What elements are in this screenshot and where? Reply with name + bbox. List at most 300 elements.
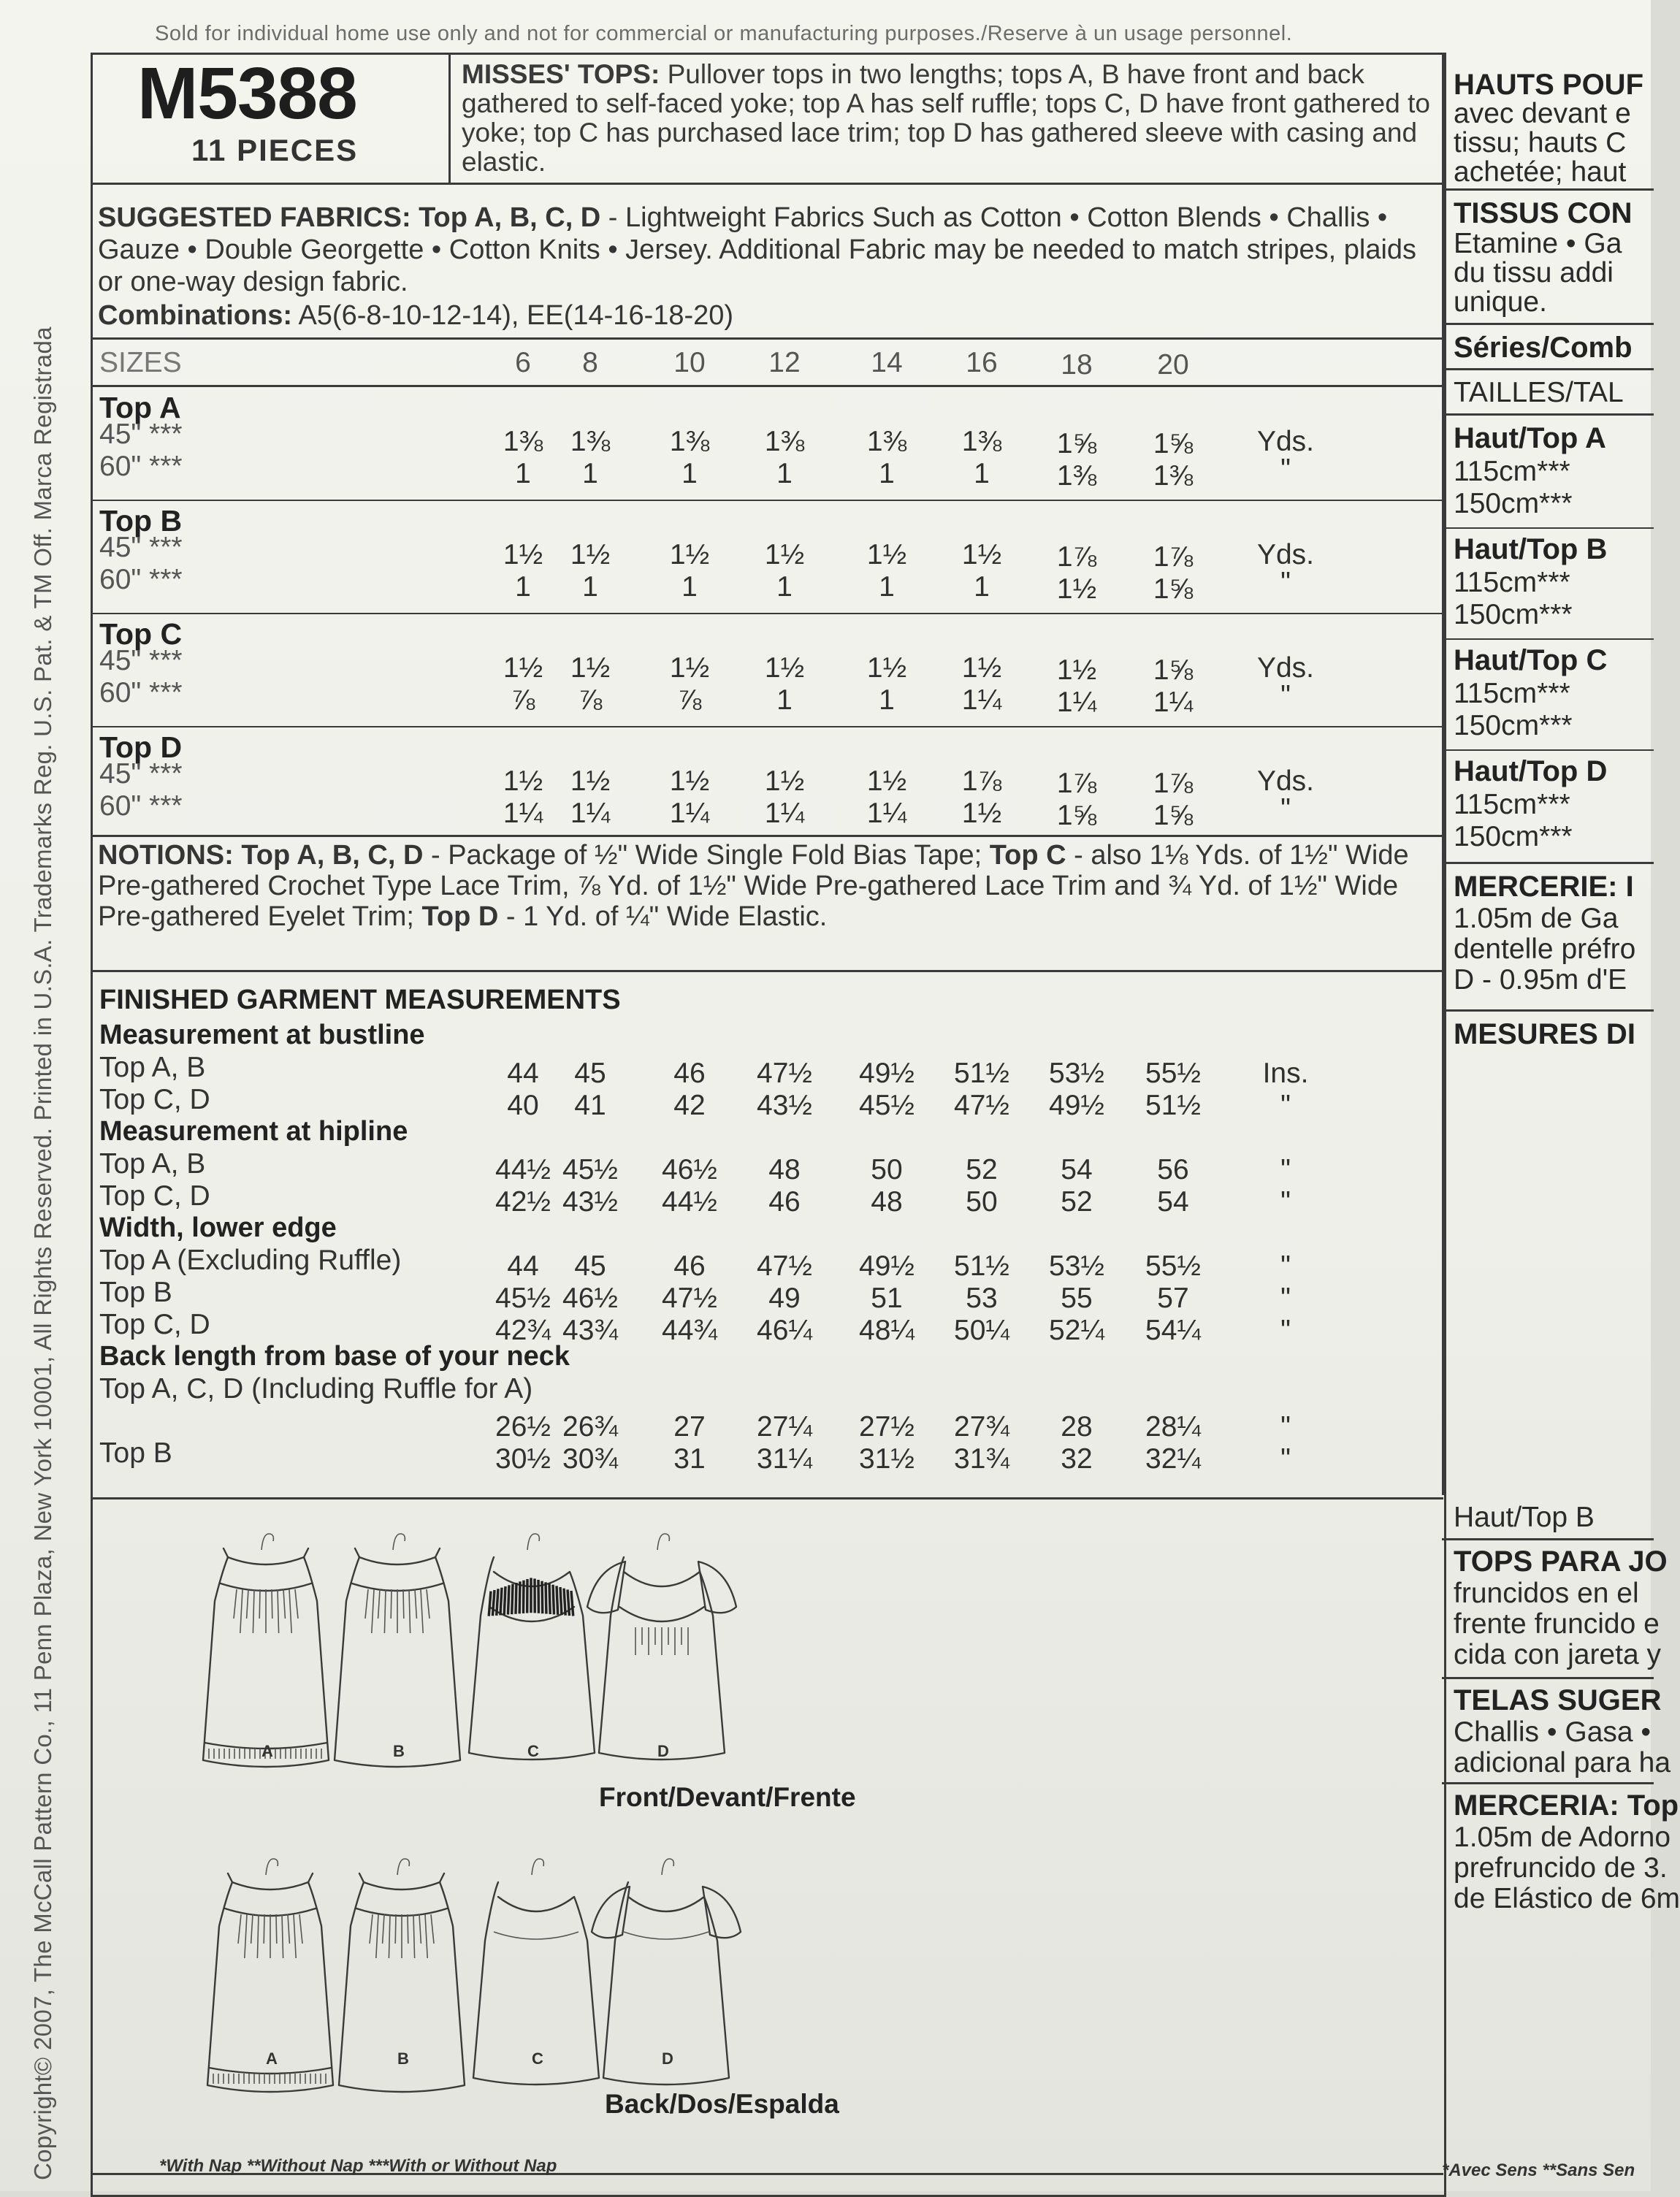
fr-width-115: 115cm*** [1454,567,1570,598]
fr-width-115: 115cm*** [1454,678,1570,709]
haut-top-b: Haut/Top B [1454,1502,1595,1533]
yardage-cell: 1¼ [570,798,611,829]
measurement-unit: " [1280,1411,1291,1443]
measurement-cell: 46½ [562,1283,618,1314]
hanger-hook [532,1859,543,1875]
yardage-cell: 1¼ [961,684,1002,716]
notions-elastic: - 1 Yd. of ¼" Wide Elastic. [498,901,828,932]
measurement-unit: " [1280,1250,1291,1282]
measurement-cell: 51½ [954,1250,1009,1282]
gathers [370,1914,434,1958]
measurement-cell: 31½ [859,1443,915,1475]
nap-footnote-fr: *Avec Sens **Sans Sen [1442,2160,1635,2180]
fr-top-name: Haut/Top A [1454,422,1606,454]
yardage-cell: 1⅞ [961,765,1002,797]
mercerie-line: dentelle préfro [1454,933,1636,965]
back-caption: Back/Dos/Espalda [605,2089,839,2119]
yardage-cell: 1½ [570,652,611,684]
measurement-cell: 42½ [495,1186,551,1218]
garment-illustrations [91,1497,1442,2155]
yardage-cell: 1¼ [1153,687,1194,718]
yardage-cell: 1 [681,458,698,489]
hauts-line: tissu; hauts C [1454,127,1627,158]
fr-top-name: Haut/Top C [1454,644,1608,676]
notions-rule [91,835,1443,837]
measurement-cell: 46 [768,1186,801,1218]
measurement-cell: 42¾ [495,1315,551,1346]
yardage-cell: 1½ [764,652,805,684]
measurement-unit: " [1280,1283,1291,1314]
garment-drawing-b-front [335,1534,460,1767]
yardage-cell: 1⅝ [1056,428,1097,459]
straps [355,1548,440,1557]
nap-footnote: *With Nap **Without Nap ***With or Without Nap [159,2156,557,2176]
notions-top-d: Top D [421,901,499,932]
fr-rule [1442,749,1654,751]
yardage-cell: ⅞ [511,684,535,716]
fr-rule [1442,862,1654,864]
hanger-hook [266,1859,278,1875]
fr-rule [1442,527,1654,529]
garment-drawing-a-front [203,1534,329,1767]
measurement-unit: " [1280,1443,1291,1475]
measurement-cell: 30½ [495,1443,551,1475]
measurement-cell: 27¼ [757,1411,812,1443]
notions-bias-tape: - Package of ½" Wide Single Fold Bias Tape; [423,840,990,871]
measurement-cell: 26¾ [562,1411,618,1443]
measurement-cell: 45 [574,1250,606,1282]
neck-yoke [494,1932,579,1939]
pattern-number: M5388 [137,53,357,134]
yardage-top-name: Top B [99,504,183,538]
yardage-cell: 1½ [866,765,907,797]
yardage-cell: 1⅜ [1153,460,1194,492]
yardage-cell: 1 [879,458,895,489]
measurement-row-label: Top C, D [99,1309,210,1340]
yardage-cell: 1½ [764,765,805,797]
measurement-row-label: Top B [99,1277,172,1308]
garment-outline [335,1557,460,1767]
tissus-line: du tissu addi [1454,257,1614,289]
merceria-title: MERCERIA: Top [1454,1789,1679,1822]
measurement-cell: 31¾ [954,1443,1009,1475]
tops-line: cida con jareta y [1454,1639,1661,1670]
front-letter-a: A [261,1742,273,1760]
yardage-cell: 1 [974,458,990,489]
yardage-cell: 1½ [503,652,543,684]
notions-lace-trim: - also 1⅛ Yds. of 1½" Wide Pre-gathered Crochet Type Lace Trim, ⅞ Yd. of 1½" Wide Pre-gathered Lace Trim and ¾ Yd. of 1½" Wide Pre-gathered Eyelet Trim; [98,840,1409,932]
fr-top-name: Haut/Top B [1454,533,1608,565]
yardage-width: 45" *** [99,419,183,450]
measurement-cell: 44 [507,1058,539,1089]
front-views [203,1534,736,1767]
measurement-cell: 32 [1061,1443,1093,1475]
fabrics-lead: SUGGESTED FABRICS: [98,202,411,233]
measurement-cell: 55½ [1145,1058,1201,1089]
hauts-title: HAUTS POUF [1454,69,1643,101]
measurement-row-label: Top A (Excluding Ruffle) [99,1245,402,1276]
yardage-rule [91,613,1443,614]
measurement-cell: 46 [673,1250,706,1282]
yardage-cell: 1½ [866,539,907,570]
usage-notice: Sold for individual home use only and not for commercial or manufacturing purposes./Reserve à un usage personnel. [155,22,1293,45]
measurement-cell: 27½ [859,1411,915,1443]
hanger-hook [657,1534,669,1550]
fabrics-tops: Top A, B, C, D [411,202,601,233]
telas-line: Challis • Gasa • [1454,1716,1652,1748]
fr-width-115: 115cm*** [1454,789,1570,820]
yardage-unit: Yds. [1256,652,1315,684]
fr-width-150: 150cm*** [1454,710,1573,741]
measurement-cell: 48¼ [859,1315,915,1346]
measurement-cell: 46¼ [757,1315,812,1346]
measurement-cell: 57 [1157,1283,1189,1314]
measurement-unit: " [1280,1186,1291,1218]
measurement-cell: 45½ [859,1090,915,1121]
yardage-cell: 1½ [669,539,710,570]
measurement-cell: 27 [673,1411,706,1443]
measurement-group-title: Measurement at bustline [99,1020,425,1050]
hanger-hook [393,1534,405,1550]
sleeve-right [703,1887,741,1938]
yardage-cell: 1½ [961,539,1002,570]
measurement-cell: 50¼ [954,1315,1009,1346]
fr-top-name: Haut/Top D [1454,755,1608,787]
notions-lead: NOTIONS: [98,840,234,871]
gathers [238,1914,302,1958]
measurement-cell: 44¾ [662,1315,717,1346]
yardage-unit: Yds. [1256,539,1315,570]
merceria-line: de Elástico de 6m [1454,1883,1680,1914]
yardage-cell: 1⅝ [1153,800,1194,831]
yardage-cell: 1⅝ [1153,428,1194,459]
fr-rule [1442,1009,1654,1012]
front-letter-c: C [527,1742,539,1760]
yardage-cell: 1 [776,458,793,489]
measurement-cell: 51½ [1145,1090,1201,1121]
notions [98,840,1440,932]
measurement-row-label: Top C, D [99,1180,210,1212]
yardage-cell: 1½ [1056,573,1097,605]
fr-rule [1442,323,1654,325]
measurement-cell: 54 [1157,1186,1189,1218]
measurement-cell: 43¾ [562,1315,618,1346]
measurement-cell: 54 [1061,1154,1093,1185]
yardage-cell: 1¼ [866,798,907,829]
fr-width-150: 150cm*** [1454,821,1573,852]
notions-all-tops: Top A, B, C, D [233,840,424,871]
measurement-cell: 44 [507,1250,539,1282]
yardage-cell: 1⅝ [1056,800,1097,831]
yardage-cell: 1½ [961,652,1002,684]
measurement-group-title: Back length from base of your neck [99,1341,570,1372]
measurement-cell: 32¼ [1145,1443,1201,1475]
measurement-cell: 41 [574,1090,606,1121]
size-6: 18 [1061,349,1093,381]
yardage-cell: 1½ [1056,654,1097,686]
suggested-fabrics [98,202,1440,298]
ruffle-gathers [213,2074,326,2084]
measurement-cell: 47½ [757,1250,812,1282]
measurement-cell: 44½ [495,1154,551,1185]
measurement-row-label: Top A, C, D (Including Ruffle for A) [99,1373,533,1405]
measurement-cell: 53½ [1049,1250,1104,1282]
measurement-cell: 49 [768,1283,801,1314]
yardage-cell: 1⅜ [866,426,907,457]
hauts-line: avec devant e [1454,98,1631,129]
yardage-cell: 1 [879,571,895,603]
combinations-label: Combinations: [98,300,292,331]
mesures-title: MESURES DI [1454,1018,1635,1050]
straps [359,1873,444,1882]
yardage-width: 60" *** [99,451,183,482]
measurement-cell: 46½ [662,1154,717,1185]
telas-title: TELAS SUGER [1454,1684,1662,1716]
yardage-cell: 1½ [866,652,907,684]
yardage-cell: 1⅜ [764,426,805,457]
measurement-cell: 56 [1157,1154,1189,1185]
sizes-rule-bottom [91,385,1443,387]
yardage-cell: 1¼ [503,798,543,829]
measurement-cell: 53½ [1049,1058,1104,1089]
measurement-group-title: Measurement at hipline [99,1116,408,1147]
yardage-unit: Yds. [1256,765,1315,797]
yardage-cell: 1 [515,458,531,489]
combinations-value: A5(6-8-10-12-14), EE(14-16-18-20) [291,300,734,331]
yardage-cell: 1 [681,571,698,603]
measurement-row-label: Top A, B [99,1148,206,1180]
size-4: 14 [871,347,903,378]
measurement-row-label: Top B [99,1437,172,1469]
description-text: Pullover tops in two lengths; tops A, B have front and back gathered to self-faced yoke; top A has self ruffle; tops C, D have front gathered to yoke; top C has purchased lace trim; top D has gathered sleeve with casing and elastic. [462,59,1430,177]
measurement-unit: " [1280,1090,1291,1121]
measurement-cell: 43½ [757,1090,812,1121]
pieces-count: 11 PIECES [191,133,359,167]
back-views [207,1859,741,2092]
telas-line: adicional para ha [1454,1747,1671,1778]
yardage-cell: 1⅞ [1056,541,1097,573]
fabrics-text: - Lightweight Fabrics Such as Cotton • Cotton Blends • Challis • Gauze • Double Georgette • Cotton Knits • Jersey. Additional Fabric may be needed to match stripes, plaids or one-way design fabric. [98,202,1417,297]
gathers [635,1627,688,1655]
size-1: 8 [582,347,598,378]
hauts-line: achetée; haut [1454,156,1627,188]
measurement-cell: 49½ [859,1250,915,1282]
series-label: Séries/Comb [1454,332,1633,364]
tissus-line: Etamine • Ga [1454,228,1622,259]
tops-line: fruncidos en el [1454,1578,1639,1609]
merceria-line: prefruncido de 3. [1454,1852,1668,1884]
fr-rule [1442,413,1654,416]
finished-rule [91,970,1443,972]
measurement-unit: Ins. [1262,1058,1309,1089]
sleeve-right [698,1562,736,1613]
straps [228,1873,313,1882]
measurement-row-label: Top C, D [99,1084,210,1115]
yardage-cell: 1⅜ [961,426,1002,457]
measurement-cell: 48 [768,1154,801,1185]
mercerie-line: 1.05m de Ga [1454,903,1619,934]
measurement-cell: 45½ [495,1283,551,1314]
yardage-width: 45" *** [99,645,183,676]
measurement-cell: 47½ [954,1090,1009,1121]
fr-rule [1442,1677,1654,1679]
yardage-top-name: Top D [99,730,183,764]
yardage-unit: " [1280,793,1291,825]
front-letter-b: B [393,1742,405,1760]
hanger-hook [397,1859,409,1875]
measurement-unit: " [1280,1315,1291,1346]
garment-outline [599,1557,725,1759]
yardage-cell: 1¼ [764,798,805,829]
yardage-cell: 1 [582,571,598,603]
yardage-cell: 1½ [961,798,1002,829]
hanger-hook [662,1859,673,1875]
size-7: 20 [1157,349,1189,381]
tops-title: TOPS PARA JO [1454,1545,1668,1578]
yardage-unit: " [1280,567,1291,598]
measurement-cell: 44½ [662,1186,717,1218]
measurement-group-title: Width, lower edge [99,1212,337,1243]
measurement-cell: 52 [966,1154,998,1185]
neck-yoke [624,1932,709,1939]
measurement-cell: 28¼ [1145,1411,1201,1443]
neck-yoke [619,1607,704,1621]
yardage-rule [91,726,1443,727]
yardage-unit: " [1280,454,1291,485]
yardage-cell: 1⅜ [1056,460,1097,492]
measurement-cell: 26½ [495,1411,551,1443]
yardage-cell: 1½ [503,765,543,797]
yardage-cell: 1⅜ [503,426,543,457]
fr-rule [1442,1782,1654,1784]
copyright-side-text: Copyright© 2007, The McCall Pattern Co., 11 Penn Plaza, New York 10001, All Rights Reserved. Printed in U.S.A. Trademarks Reg. U.S. Pat. & TM Off. Marca Registrada [29,326,56,2180]
yardage-cell: 1⅞ [1056,768,1097,799]
yardage-top-name: Top A [99,391,181,424]
code-divider [448,53,451,183]
yardage-cell: 1 [879,684,895,716]
measurement-cell: 45 [574,1058,606,1089]
yardage-cell: 1 [515,571,531,603]
measurement-cell: 50 [966,1186,998,1218]
size-2: 10 [673,347,706,378]
gathers [234,1589,298,1633]
yardage-cell: 1¼ [669,798,710,829]
tailles-label: TAILLES/TAL [1454,377,1624,408]
yardage-unit: Yds. [1256,426,1315,457]
yardage-cell: 1½ [669,765,710,797]
yardage-cell: 1⅞ [1153,768,1194,799]
back-letter-a: A [266,2049,278,2068]
measurement-cell: 31¼ [757,1443,812,1475]
front-letter-d: D [657,1742,669,1760]
measurement-cell: 47½ [757,1058,812,1089]
size-0: 6 [515,347,531,378]
yardage-cell: 1½ [503,539,543,570]
yardage-cell: 1⅞ [1153,541,1194,573]
fr-width-150: 150cm*** [1454,488,1573,519]
garment-drawing-d-front [587,1534,736,1759]
front-caption: Front/Devant/Frente [599,1782,856,1812]
lace-trim [489,1578,573,1616]
yardage-cell: 1½ [570,765,611,797]
yardage-cell: 1⅝ [1153,654,1194,686]
measurement-row-label: Top A, B [99,1052,206,1083]
garment-outline [203,1557,329,1767]
measurement-cell: 53 [966,1283,998,1314]
yardage-width: 45" *** [99,758,183,790]
measurement-cell: 52 [1061,1186,1093,1218]
measurement-cell: 54¼ [1145,1315,1201,1346]
measurement-cell: 49½ [859,1058,915,1089]
measurement-cell: 46 [673,1058,706,1089]
tissus-title: TISSUS CON [1454,197,1633,229]
measurement-cell: 30¾ [562,1443,618,1475]
hanger-hook [261,1534,273,1550]
measurement-cell: 55½ [1145,1250,1201,1282]
tissus-line: unique. [1454,286,1547,318]
measurement-cell: 51½ [954,1058,1009,1089]
yardage-width: 60" *** [99,677,183,708]
column-divider [1442,53,1444,1495]
measurement-cell: 42 [673,1090,706,1121]
yardage-cell: 1½ [764,539,805,570]
back-letter-d: D [662,2049,673,2068]
measurement-cell: 43½ [562,1186,618,1218]
straps [224,1548,308,1557]
fr-width-115: 115cm*** [1454,456,1570,487]
measurement-cell: 31 [673,1443,706,1475]
yardage-cell: 1⅝ [1153,573,1194,605]
description-lead: MISSES' TOPS: [462,59,660,89]
yardage-cell: 1 [582,458,598,489]
measurement-cell: 50 [871,1154,903,1185]
mercerie-title: MERCERIE: I [1454,871,1634,903]
yardage-width: 45" *** [99,532,183,563]
mercerie-line: D - 0.95m d'E [1454,964,1627,996]
yardage-rule [91,500,1443,501]
yardage-cell: 1⅜ [669,426,710,457]
measurement-cell: 27¾ [954,1411,1009,1443]
tops-line: frente fruncido e [1454,1608,1660,1640]
measurement-cell: 40 [507,1090,539,1121]
yardage-cell: 1½ [669,652,710,684]
yardage-cell: 1½ [570,539,611,570]
measurement-cell: 49½ [1049,1090,1104,1121]
gathers [365,1589,429,1633]
yardage-cell: ⅞ [578,684,603,716]
measurement-cell: 52¼ [1049,1315,1104,1346]
fr-rule [1442,188,1654,191]
combinations [98,299,1440,332]
measurement-unit: " [1280,1154,1291,1185]
fr-rule [1442,1538,1654,1540]
fr-width-150: 150cm*** [1454,599,1573,630]
back-letter-c: C [532,2049,543,2068]
header-rule [91,183,1443,185]
yardage-cell: 1 [776,571,793,603]
sizes-label: SIZES [99,347,182,378]
pattern-description [462,60,1440,177]
measurement-cell: 47½ [662,1283,717,1314]
measurement-cell: 55 [1061,1283,1093,1314]
yardage-top-name: Top C [99,617,183,651]
yardage-cell: 1¼ [1056,687,1097,718]
yardage-unit: " [1280,680,1291,711]
fr-rule [1442,368,1654,370]
size-5: 16 [966,347,998,378]
yardage-cell: ⅞ [677,684,702,716]
yardage-cell: 1 [974,571,990,603]
